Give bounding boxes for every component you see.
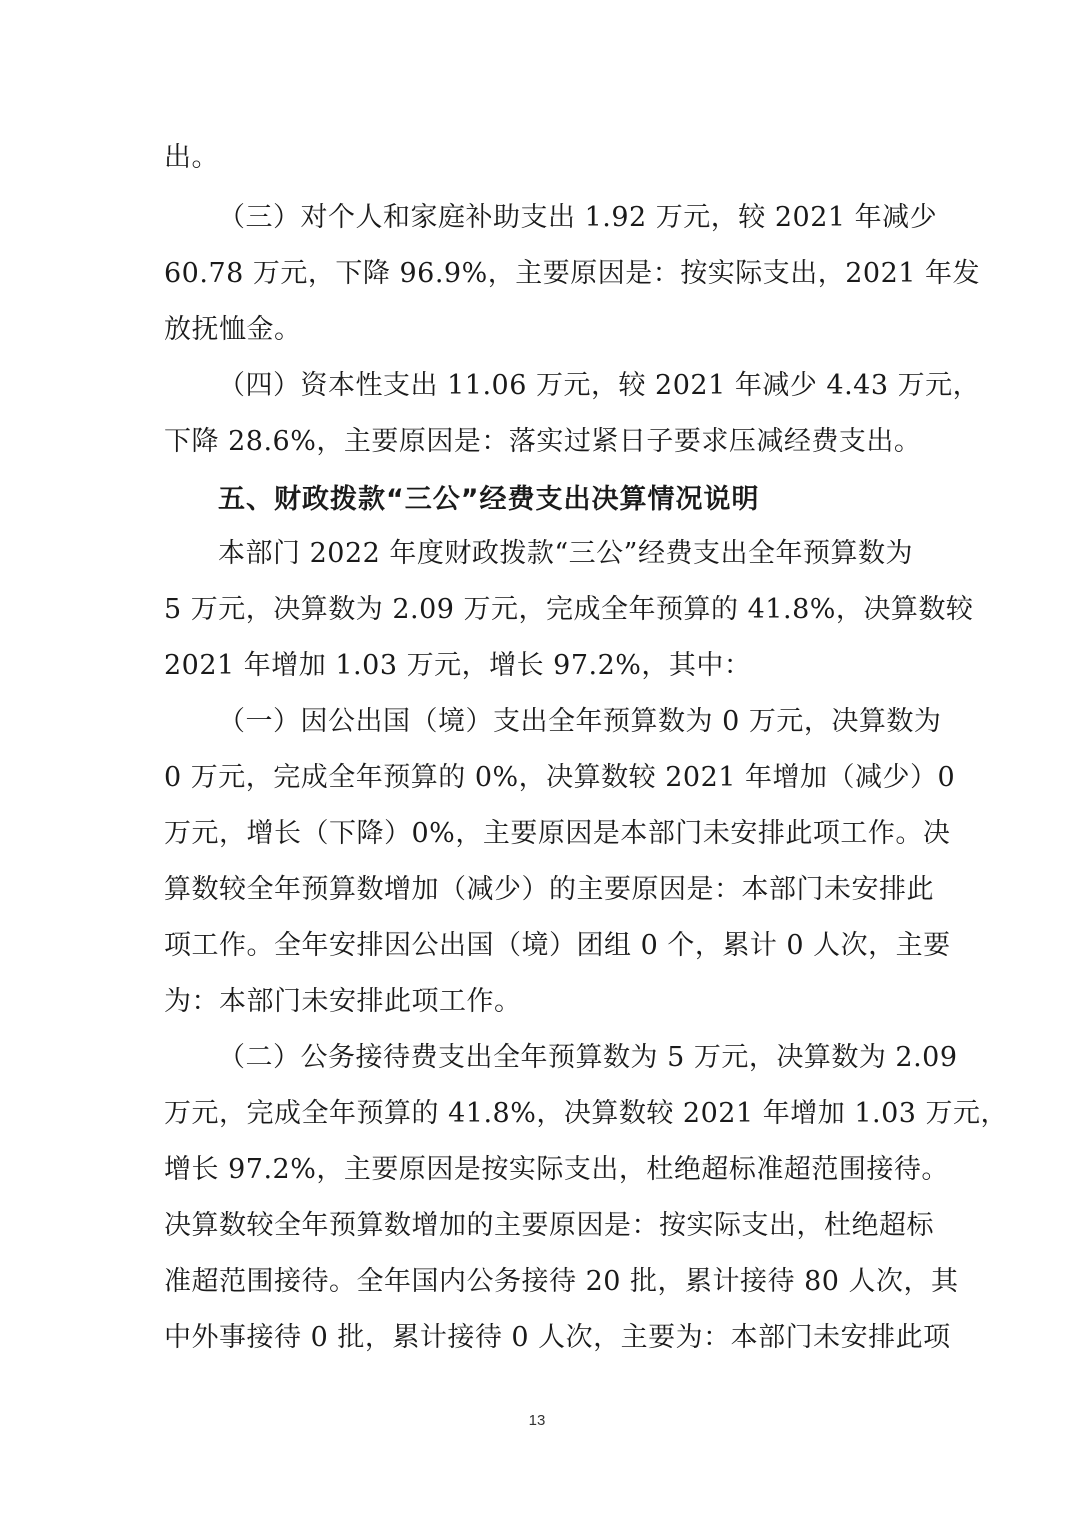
body-text-line: 为：本部门未安排此项工作。 <box>164 986 522 1017</box>
body-text-line: 万元，增长（下降）0%，主要原因是本部门未安排此项工作。决 <box>164 818 951 849</box>
body-text-line: 增长 97.2%，主要原因是按实际支出，杜绝超标准超范围接待。 <box>164 1154 949 1185</box>
body-text-line: （四）资本性支出 11.06 万元，较 2021 年减少 4.43 万元， <box>218 370 981 401</box>
section-heading: 五、财政拨款“三公”经费支出决算情况说明 <box>218 484 760 515</box>
body-text-line: 本部门 2022 年度财政拨款“三公”经费支出全年预算数为 <box>218 538 913 569</box>
body-text-line: 决算数较全年预算数增加的主要原因是：按实际支出，杜绝超标 <box>164 1210 934 1241</box>
body-text-line: （二）公务接待费支出全年预算数为 5 万元，决算数为 2.09 <box>218 1042 958 1073</box>
body-text-line: 0 万元，完成全年预算的 0%，决算数较 2021 年增加（减少）0 <box>164 762 956 793</box>
body-text-line: 万元，完成全年预算的 41.8%，决算数较 2021 年增加 1.03 万元， <box>164 1098 1009 1129</box>
body-text-line: 准超范围接待。全年国内公务接待 20 批，累计接待 80 人次，其 <box>164 1266 959 1297</box>
body-text-line: 60.78 万元，下降 96.9%，主要原因是：按实际支出，2021 年发 <box>164 258 981 289</box>
body-text-line: 出。 <box>164 142 219 173</box>
body-text-line: 5 万元，决算数为 2.09 万元，完成全年预算的 41.8%，决算数较 <box>164 594 974 625</box>
body-text-line: 中外事接待 0 批，累计接待 0 人次，主要为：本部门未安排此项 <box>164 1322 951 1353</box>
body-text-line: 项工作。全年安排因公出国（境）团组 0 个，累计 0 人次，主要 <box>164 930 951 961</box>
page-number: 13 <box>528 1412 546 1429</box>
body-text-line: 2021 年增加 1.03 万元，增长 97.2%，其中： <box>164 650 752 681</box>
body-text-line: 放抚恤金。 <box>164 314 302 345</box>
body-text-line: 算数较全年预算数增加（减少）的主要原因是：本部门未安排此 <box>164 874 934 905</box>
body-text-line: （一）因公出国（境）支出全年预算数为 0 万元，决算数为 <box>218 706 942 737</box>
body-text-line: 下降 28.6%，主要原因是：落实过紧日子要求压减经费支出。 <box>164 426 922 457</box>
body-text-line: （三）对个人和家庭补助支出 1.92 万元，较 2021 年减少 <box>218 202 938 233</box>
